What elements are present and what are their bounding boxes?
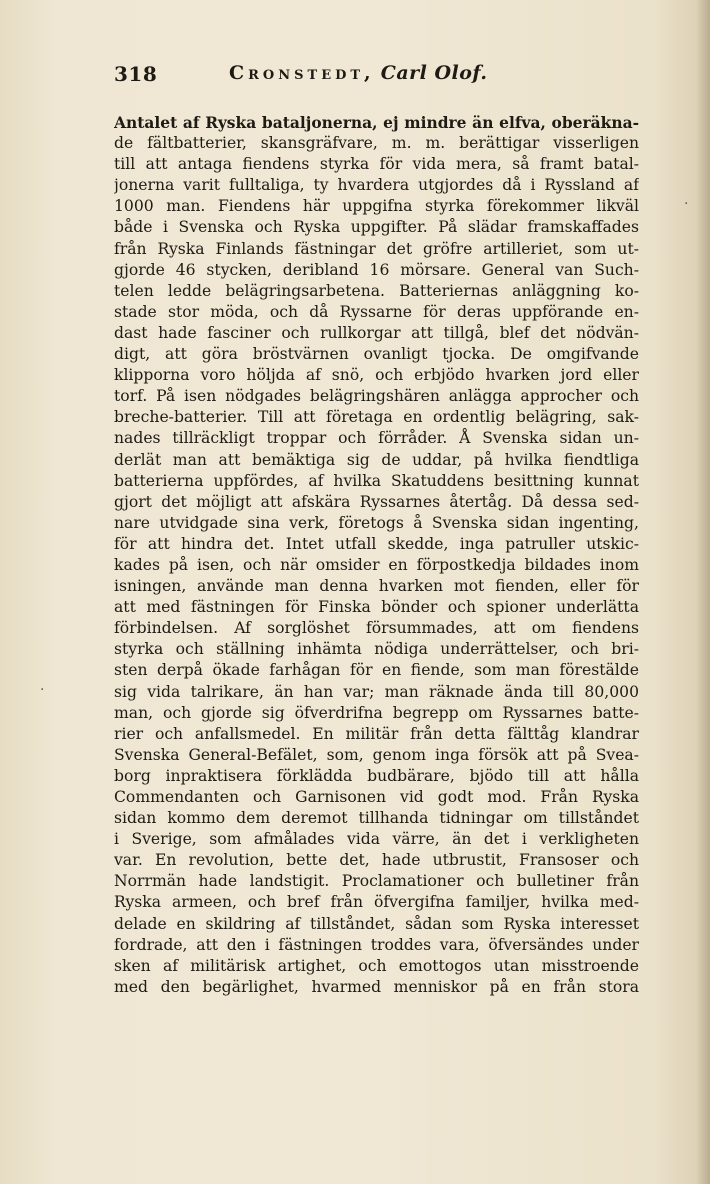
text-line: breche-batterier. Till att företaga en ordentlig belägring, sak- <box>114 408 639 427</box>
text-line: isningen, använde man denna hvarken mot fienden, eller för <box>114 577 639 596</box>
text-line: fordrade, att den i fästningen troddes vara, öfversändes under <box>114 935 639 954</box>
text-line: Ryska armeen, och bref från öfvergifna familjer, hvilka med- <box>114 893 639 912</box>
text-line: nades tillräckligt troppar och förråder. Å Svenska sidan un- <box>114 429 639 448</box>
text-line: man, och gjorde sig öfverdrifna begrepp om Ryssarnes batte- <box>114 703 639 722</box>
text-line: de fältbatterier, skansgräfvare, m. m. berättigar visserligen <box>114 134 639 153</box>
margin-speck: · <box>684 196 689 212</box>
running-head-given-name: Carl Olof. <box>380 62 488 84</box>
running-head <box>229 62 488 84</box>
text-line: sidan kommo dem deremot tillhanda tidningar om tillståndet <box>114 809 639 828</box>
text-line: telen ledde belägringsarbetena. Batteriernas anläggning ko- <box>114 281 639 300</box>
text-line: borg inpraktisera förklädda budbärare, bjödo till att hålla <box>114 766 639 785</box>
text-line: torf. På isen nödgades belägringshären anlägga approcher och <box>114 387 639 406</box>
text-line: delade en skildring af tillståndet, sådan som Ryska interesset <box>114 914 639 933</box>
text-line: nare utvidgade sina verk, företogs å Svenska sidan ingenting, <box>114 513 639 532</box>
text-line: både i Svenska och Ryska uppgifter. På slädar framskaffades <box>114 218 639 237</box>
text-line: 1000 man. Fiendens här uppgifna styrka förekommer likväl <box>114 197 639 216</box>
text-line: klipporna voro höljda af snö, och erbjödo hvarken jord eller <box>114 366 639 385</box>
text-line: gjort det möjligt att afskära Ryssarnes återtåg. Då dessa sed- <box>114 492 639 511</box>
page-header <box>114 62 638 92</box>
text-line: gjorde 46 stycken, deribland 16 mörsare. General van Such- <box>114 260 639 279</box>
body-text <box>114 112 639 998</box>
margin-speck: · <box>40 682 45 698</box>
page-edge-shadow <box>696 0 710 1184</box>
text-line: styrka och ställning inhämta nödiga underrättelser, och bri- <box>114 640 639 659</box>
text-line: var. En revolution, bette det, hade utbrustit, Fransoser och <box>114 851 639 870</box>
text-line: förbindelsen. Af sorglöshet försummades, att om fiendens <box>114 619 639 638</box>
text-line: sten derpå ökade farhågan för en fiende, som man förestälde <box>114 661 639 680</box>
running-head-surname: Cronstedt, <box>229 62 375 84</box>
text-line: till att antaga fiendens styrka för vida mera, så framt batal- <box>114 155 639 174</box>
text-line: sig vida talrikare, än han var; man räknade ända till 80,000 <box>114 682 639 701</box>
page-number: 318 <box>114 62 158 86</box>
text-line: för att hindra det. Intet utfall skedde, inga patruller utskic- <box>114 534 639 553</box>
text-line: att med fästningen för Finska bönder och spioner underlätta <box>114 598 639 617</box>
text-line: dast hade fasciner och rullkorgar att tillgå, blef det nödvän- <box>114 323 639 342</box>
text-line: kades på isen, och när omsider en förpostkedja bildades inom <box>114 555 639 574</box>
text-line: med den begärlighet, hvarmed menniskor på en från stora <box>114 977 639 996</box>
text-line: jonerna varit fulltaliga, ty hvardera utgjordes då i Ryssland af <box>114 176 639 195</box>
text-line: digt, att göra bröstvärnen ovanligt tjocka. De omgifvande <box>114 345 639 364</box>
text-line: Commendanten och Garnisonen vid godt mod. Från Ryska <box>114 788 639 806</box>
text-line: rier och anfallsmedel. En militär från detta fälttåg klandrar <box>114 724 639 743</box>
text-line: stade stor möda, och då Ryssarne för deras uppförande en- <box>114 302 639 321</box>
text-line: Antalet af Ryska bataljonerna, ej mindre än elfva, oberäkna- <box>114 113 639 132</box>
text-line: i Sverige, som afmålades vida värre, än det i verkligheten <box>114 830 639 849</box>
text-line: sken af militärisk artighet, och emottogos utan misstroende <box>114 956 639 975</box>
text-line: Norrmän hade landstigit. Proclamationer och bulletiner från <box>114 872 639 891</box>
text-line: Svenska General-Befälet, som, genom inga försök att på Svea- <box>114 745 639 764</box>
text-line: derlät man att bemäktiga sig de uddar, på hvilka fiendtliga <box>114 450 639 469</box>
text-line: batterierna uppfördes, af hvilka Skatuddens besittning kunnat <box>114 471 639 490</box>
text-line: från Ryska Finlands fästningar det gröfre artilleriet, som ut- <box>114 239 639 258</box>
